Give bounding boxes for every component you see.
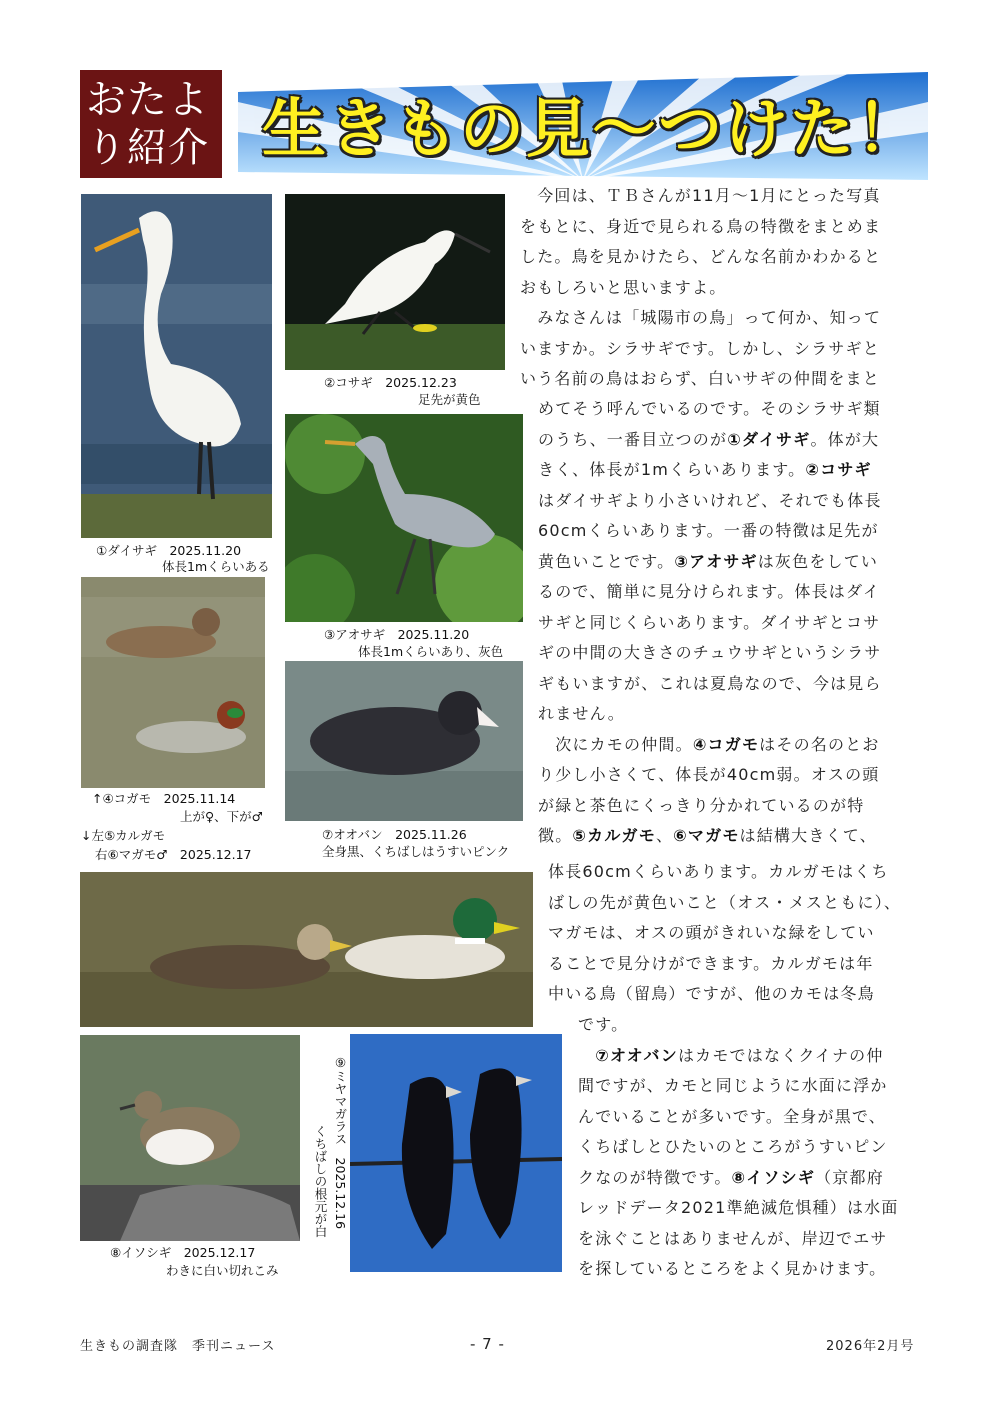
body-line: 60cmくらいあります。一番の特徴は足先が [538,521,879,540]
body-line: のうち、一番目立つのが①ダイサギ。体が大 [538,429,880,449]
body-line: ばしの先が黄色いこと（オス・メスともに）、 [548,892,902,912]
caption-miyamagarasu-2: くちばしの根元が白 [313,1125,328,1238]
caption-aosagi-1: ③アオサギ 2025.11.20 [324,627,470,642]
caption-oban-2: 全身黒、くちばしはうすいピンク [322,844,510,859]
footer-issue: 2026年2月号 [826,1339,915,1354]
body-line: んでいることが多いです。全身が黒で、 [578,1106,887,1126]
body-line: クなのが特徴です。⑧イソシギ（京都府 [578,1167,884,1187]
body-line: した。鳥を見かけたら、どんな名前かわかると [520,247,882,266]
body-line: を探しているところをよく見かけます。 [578,1259,887,1278]
body-line: 今回は、ＴＢさんが11月～1月にとった写真 [520,186,881,205]
body-line: いますか。シラサギです。しかし、シラサギと [520,338,880,358]
page-number: - 7 - [470,1335,505,1353]
page-title: 生きもの見～つけた！ [262,93,922,167]
body-line: はダイサギより小さいけれど、それでも体長 [538,490,882,510]
caption-magamo: 右⑥マガモ♂ 2025.12.17 [95,847,252,862]
photo-kogamo [81,577,265,788]
caption-oban-1: ⑦オオバン 2025.11.26 [322,827,467,842]
body-line: ギもいますが、これは夏鳥なので、今は見ら [538,673,882,693]
photo-karugamo-magamo [80,872,533,1027]
body-line: マガモは、オスの頭がきれいな緑をしてい [548,923,875,942]
section-tag-line1: おたよ [86,77,209,123]
caption-isoshigi-1: ⑧イソシギ 2025.12.17 [110,1245,256,1260]
body-line: 次にカモの仲間。④コガモはその名のとお [538,734,880,754]
body-line: めてそう呼んでいるのです。そのシラサギ類 [538,399,881,418]
body-text-block-4 [578,1010,899,1285]
body-line: ⑦オオバンはカモではなくクイナの仲 [595,1045,884,1065]
body-line: くちばしとひたいのところがうすいピン [578,1137,888,1156]
caption-daisagi-1: ①ダイサギ 2025.11.20 [96,543,242,558]
caption-kogamo-1: ↑④コガモ 2025.11.14 [92,791,236,806]
body-line: 間ですが、カモと同じように水面に浮か [578,1076,888,1095]
caption-aosagi-2: 体長1mくらいあり、灰色 [358,644,504,659]
body-line: を泳ぐことはありませんが、岸辺でエサ [578,1228,888,1248]
body-line: をもとに、身近で見られる鳥の特徴をまとめま [520,216,882,236]
caption-kosagi-1: ②コサギ 2025.12.23 [324,375,457,390]
caption-isoshigi-2: わきに白い切れこみ [166,1263,279,1278]
photo-kosagi [285,194,505,370]
body-line: ることで見分けができます。カルガモは年 [548,953,874,973]
photo-miyamagarasu [350,1034,562,1272]
caption-kosagi-2: 足先が黄色 [418,392,481,407]
body-text-block-2 [538,394,882,852]
body-line: きく、体長が1mくらいあります。②コサギ [538,460,872,479]
body-line: れません。 [538,704,625,723]
body-line: おもしろいと思いますよ。 [520,277,727,297]
body-line: 中いる鳥（留鳥）ですが、他のカモは冬鳥 [548,984,875,1003]
body-line: るので、簡単に見分けられます。体長はダイ [538,582,881,601]
photo-isoshigi [80,1035,300,1241]
body-line: 徴。⑤カルガモ、⑥マガモは結構大きくて、 [538,826,877,845]
body-line: り少し小さくて、体長が40cm弱。オスの頭 [538,765,880,784]
body-line: いう名前の鳥はおらず、白いサギの仲間をまと [520,369,880,388]
body-line: みなさんは「城陽市の鳥」って何か、知って [520,308,882,327]
body-text-block-1 [520,181,881,395]
photo-oban [285,661,523,821]
body-line: ギの中間の大きさのチュウサギというシラサ [538,643,882,662]
body-line: が緑と茶色にくっきり分かれているのが特 [538,795,865,815]
body-line: サギと同じくらいあります。ダイサギとコサ [538,612,881,632]
caption-kogamo-2: 上が♀、下が♂ [180,809,263,824]
body-line: レッドデータ2021準絶滅危惧種）は水面 [578,1198,899,1217]
body-line: 体長60cmくらいあります。カルガモはくち [548,862,889,881]
caption-daisagi-2: 体長1mくらいある [162,559,270,574]
photo-aosagi [285,414,523,622]
body-line: です。 [578,1015,629,1034]
section-tag [80,70,222,178]
caption-karugamo: ↓左⑤カルガモ [81,828,166,843]
body-text-block-3 [548,857,901,1010]
section-tag-line2: り紹介 [86,125,209,171]
body-line: 黄色いことです。③アオサギは灰色をしてい [538,551,879,571]
footer-left: 生きもの調査隊 季刊ニュース [80,1339,276,1354]
caption-miyamagarasu-1: ⑨ミヤマガラス 2025.12.16 [333,1055,348,1230]
photo-daisagi [81,194,272,538]
